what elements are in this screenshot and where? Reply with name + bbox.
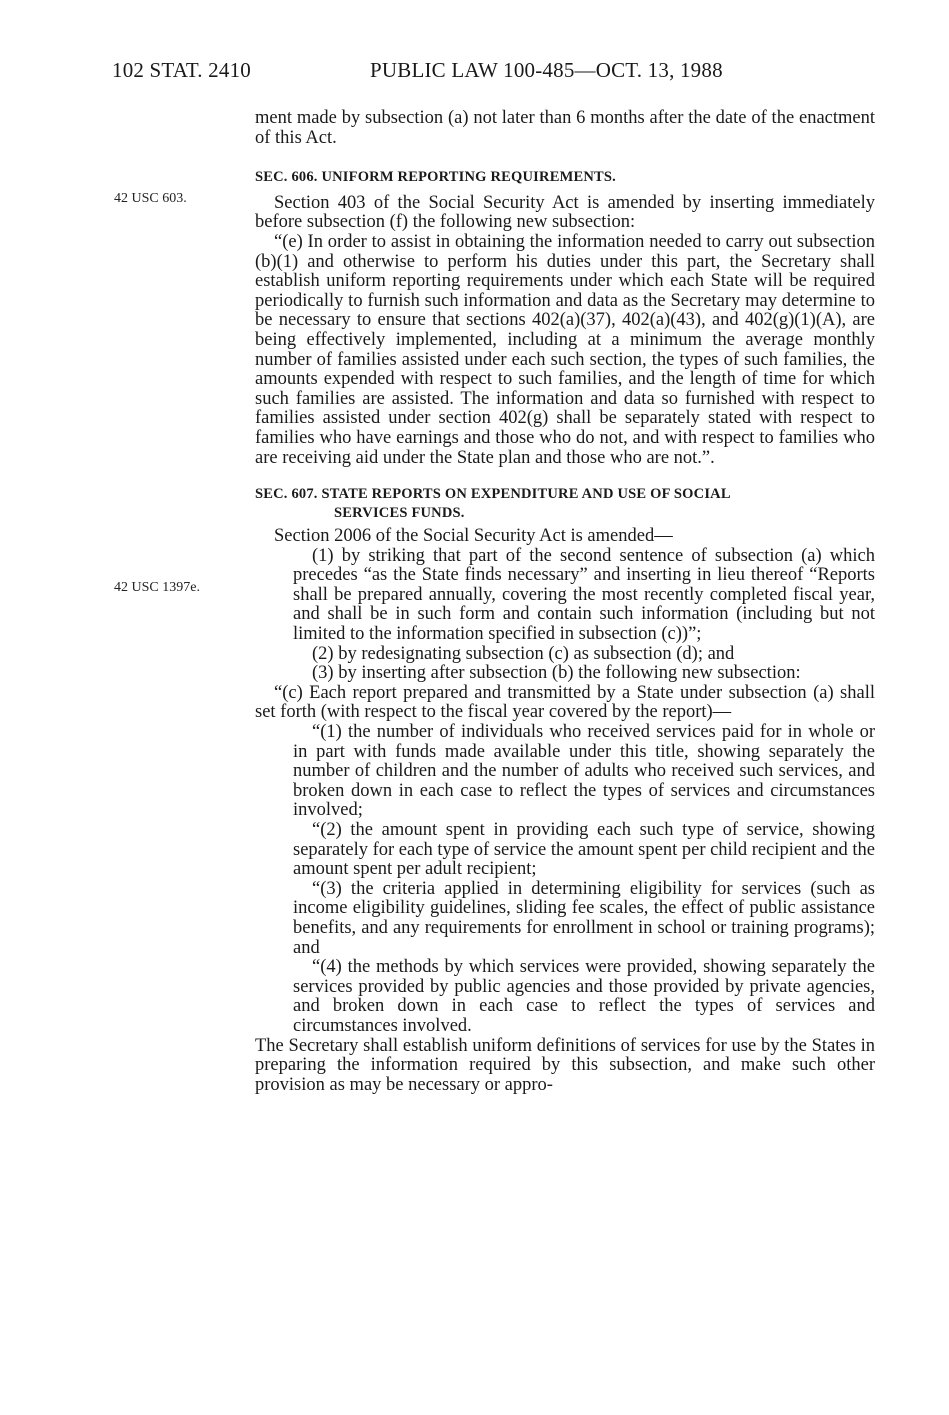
section-607-intro: Section 2006 of the Social Security Act is amended— bbox=[274, 526, 673, 547]
subsection-c-item-1: “(1) the number of individuals who received services paid for in whole or in part with funds made available under this title, showing separately the number of children and the number of adults who received such services, and broken down in each case to reflect the types of services and circumstances involved; bbox=[293, 722, 875, 821]
subsection-c-item-4: “(4) the methods by which services were provided, showing separately the services provided by public agencies and those provided by private agencies, and broken down in each case to reflect the types of services and circumstances involved. bbox=[293, 957, 875, 1036]
margin-citation-1397e: 42 USC 1397e. bbox=[114, 580, 200, 595]
public-law-title: PUBLIC LAW 100-485—OCT. 13, 1988 bbox=[370, 58, 723, 82]
margin-citation-603: 42 USC 603. bbox=[114, 191, 187, 206]
section-607-paragraph-3: (3) by inserting after subsection (b) the following new subsection: bbox=[312, 663, 801, 684]
section-607-paragraph-1: (1) by striking that part of the second sentence of subsection (a) which precedes “as the State finds necessary” and inserting in lieu thereof “Reports shall be prepared annually, covering the most recently completed fiscal year, and shall be in such form and contain such information (including but not limited to the information specified in subsection (c))”; bbox=[293, 545, 875, 645]
section-607-paragraph-2: (2) by redesignating subsection (c) as subsection (d); and bbox=[312, 643, 735, 664]
section-607-subsection-c: “(c) Each report prepared and transmitted by a State under subsection (a) shall set forth (with respect to the fiscal year covered by the report)— bbox=[255, 682, 875, 723]
section-606-intro: Section 403 of the Social Security Act is amended by inserting immediately before subsection (f) the following new subsection: bbox=[255, 192, 875, 233]
stat-page-number: 102 STAT. 2410 bbox=[112, 58, 251, 82]
opening-paragraph: ment made by subsection (a) not later than 6 months after the date of the enactment of this Act. bbox=[255, 108, 875, 148]
closing-paragraph: The Secretary shall establish uniform definitions of services for use by the States in preparing the information required by this subsection, and make such other provision as may be necessary or appro- bbox=[255, 1035, 875, 1095]
section-606-heading: SEC. 606. UNIFORM REPORTING REQUIREMENTS. bbox=[255, 169, 616, 186]
section-607-heading-line1: SEC. 607. STATE REPORTS ON EXPENDITURE AND USE OF SOCIAL bbox=[255, 486, 731, 503]
subsection-c-item-3: “(3) the criteria applied in determining eligibility for services (such as income eligibility guidelines, sliding fee scales, the effect of public assistance benefits, and any requirements for enrollment in school or training programs); and bbox=[293, 878, 875, 958]
subsection-c-item-2: “(2) the amount spent in providing each such type of service, showing separately for each type of service the amount spent per child recipient and the amount spent per adult recipient; bbox=[293, 820, 875, 880]
section-607-heading bbox=[255, 485, 875, 523]
section-606-subsection-e: “(e) In order to assist in obtaining the information needed to carry out subsection (b)(1) and otherwise to perform his duties under this part, the Secretary shall establish uniform reporting requirements under which each State will be required periodically to furnish such information and data as the Secretary may determine to be necessary to ensure that sections 402(a)(37), 402(a)(43), and 402(g)(1)(A), are being effectively implemented, including at a minimum the average monthly number of families assisted under each such section, the types of such families, the amounts expended with respect to such families, and the length of time for which such families are assisted. The information and data so furnished with respect to families assisted under section 402(g) shall be separately stated with respect to families who have earnings and those who do not, and with respect to families who are receiving aid under the State plan and those who are not.”. bbox=[255, 231, 875, 468]
section-607-heading-line2: SERVICES FUNDS. bbox=[334, 505, 465, 522]
statute-body bbox=[255, 109, 875, 1095]
